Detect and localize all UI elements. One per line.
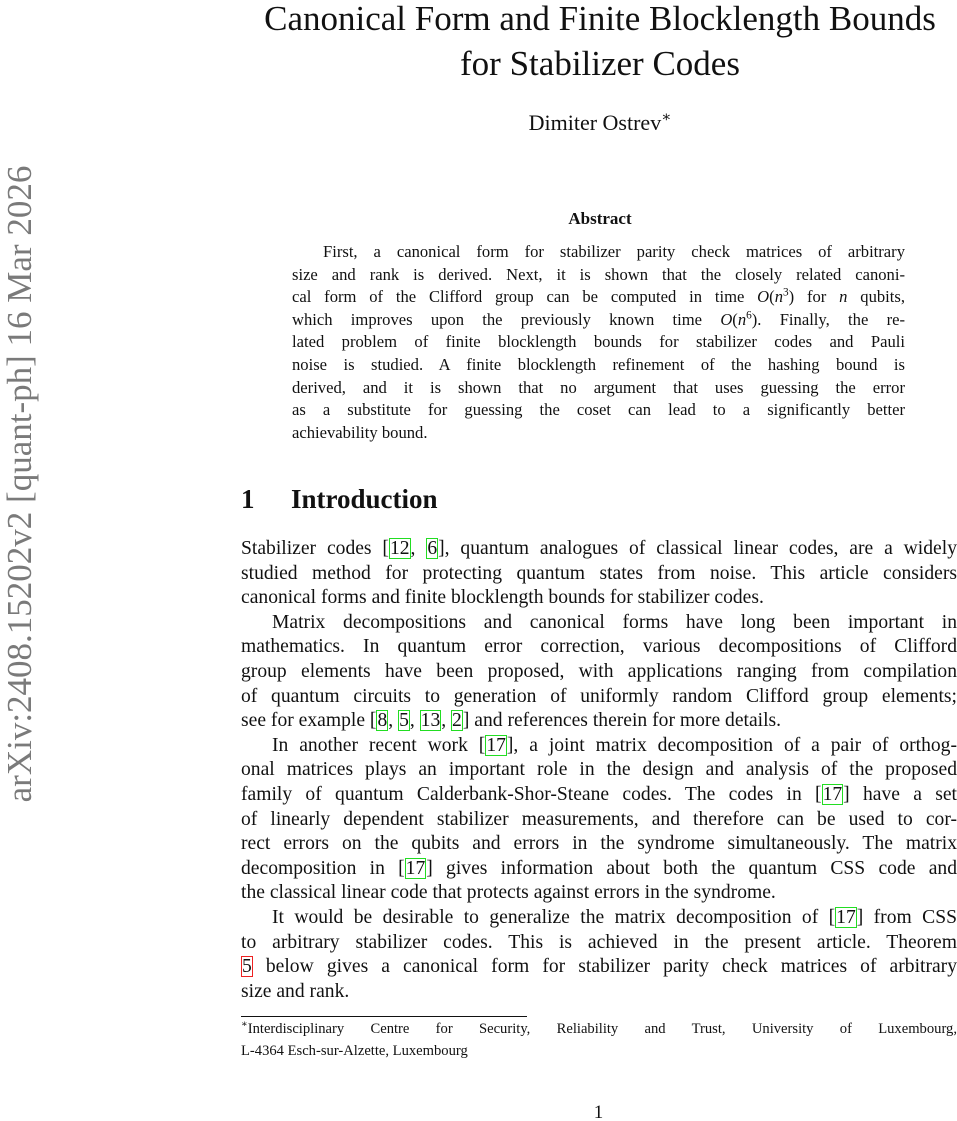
arxiv-identifier-sidebar: arXiv:2408.15202v2 [quant-ph] 16 Mar 2026: [0, 165, 39, 803]
text-run: qubits,: [847, 287, 905, 307]
text-line: [292, 354, 905, 377]
text-line: [241, 734, 957, 759]
author: [400, 110, 800, 136]
math-variable: n: [839, 287, 848, 307]
text-run: of linearly dependent stabilizer measurements, and therefore can be used to cor-: [241, 808, 957, 830]
citation-link[interactable]: 17: [822, 783, 843, 805]
text-run: ] and references therein for more details.: [462, 710, 782, 732]
text-line: [292, 377, 905, 400]
text-run: ). Finally, the re-: [751, 309, 905, 329]
text-run: ,: [409, 710, 420, 732]
text-run: Interdisciplinary Centre for Security, Reliability and Trust, University of Luxembourg,: [247, 1021, 957, 1037]
citation-link[interactable]: 17: [405, 857, 426, 879]
text-line: [292, 286, 905, 309]
author-name: Dimiter Ostrev: [528, 110, 662, 135]
theorem-reference-link[interactable]: 5: [242, 956, 252, 978]
text-run: ] have a set: [843, 783, 957, 805]
text-run: L-4364 Esch-sur-Alzette, Luxembourg: [241, 1043, 468, 1059]
text-line: [292, 331, 905, 354]
text-run: of quantum circuits to generation of uniformly random Clifford group elements;: [241, 685, 957, 707]
citation-link[interactable]: 8: [377, 710, 388, 732]
math-variable: O: [720, 309, 733, 329]
text-line: [241, 586, 957, 611]
citation-link[interactable]: 5: [399, 710, 409, 732]
text-line: [241, 808, 957, 833]
superscript: 3: [782, 286, 789, 299]
footnote-rule: [241, 1016, 527, 1017]
text-line: [241, 931, 957, 956]
introduction-body: [241, 537, 957, 1004]
text-run: ,: [410, 538, 427, 559]
superscript: 6: [746, 309, 752, 322]
text-run: It would be desirable to generalize the matrix decomposition of [: [272, 906, 836, 928]
text-line: [241, 906, 957, 931]
text-run: the classical linear code that protects against errors in the syndrome.: [241, 882, 776, 904]
citation-link[interactable]: 17: [486, 734, 506, 756]
math-variable: O: [757, 287, 770, 307]
title-line: Canonical Form and Finite Blocklength Bounds: [264, 0, 936, 38]
text-run: (: [769, 287, 775, 307]
text-run: onal matrices plays an important role in the design and analysis of the proposed: [241, 759, 957, 781]
text-run: noise is studied. A finite blocklength refinement of the hashing bound is: [292, 354, 905, 374]
text-run: group elements have been proposed, with applications ranging from compilation: [241, 660, 957, 682]
text-run: as a substitute for guessing the coset can lead to a significantly better: [292, 400, 905, 420]
text-run: size and rank.: [241, 980, 350, 1002]
text-run: to arbitrary stabilizer codes. This is achieved in the present article. Theorem: [241, 931, 957, 953]
text-line: [241, 758, 957, 783]
text-run: First, a canonical form for stabilizer parity check matrices of arbitrary: [323, 242, 905, 261]
text-run: ) for: [788, 287, 840, 307]
text-run: achievability bound.: [292, 422, 428, 442]
text-run: below gives a canonical form for stabilizer parity check matrices of arbitrary: [252, 956, 957, 978]
text-run: ], quantum analogues of classical linear codes, are a widely: [438, 538, 957, 559]
text-line: [292, 264, 905, 287]
text-line: [292, 422, 905, 445]
paper-title: [230, 0, 957, 86]
text-line: [241, 709, 957, 734]
title-line: for Stabilizer Codes: [460, 44, 740, 83]
text-run: ,: [441, 710, 452, 732]
text-run: which improves upon the previously known time: [292, 309, 721, 329]
text-run: mathematics. In quantum error correction, various decompositions of Clifford: [241, 636, 957, 658]
text-run: see for example [: [241, 710, 377, 732]
text-line: [241, 1018, 957, 1040]
text-line: [241, 537, 957, 562]
superscript: ∗: [241, 1019, 248, 1031]
text-run: rect errors on the qubits and errors in the syndrome simultaneously. The matrix: [241, 833, 957, 855]
text-run: ,: [388, 710, 399, 732]
footnote: [241, 1018, 957, 1062]
text-run: decomposition in [: [241, 857, 405, 879]
text-run: cal form of the Clifford group can be computed in time: [292, 287, 758, 307]
text-line: [241, 980, 957, 1005]
text-line: [241, 881, 957, 906]
text-run: ] from CSS: [856, 906, 957, 928]
math-variable: n: [774, 287, 783, 307]
text-line: [241, 660, 957, 685]
text-line: [241, 562, 957, 587]
text-line: [241, 857, 957, 882]
author-footnote-mark: ∗: [661, 109, 672, 126]
math-variable: n: [737, 309, 747, 329]
text-run: canonical forms and finite blocklength bounds for stabilizer codes.: [241, 587, 764, 609]
citation-link[interactable]: 12: [389, 538, 410, 559]
text-line: [241, 1040, 957, 1062]
text-line: [241, 611, 957, 636]
section-title: Introduction: [291, 484, 438, 514]
text-run: studied method for protecting quantum states from noise. This article considers: [241, 562, 957, 584]
section-heading: [241, 484, 438, 515]
text-line: [292, 241, 905, 264]
text-run: derived, and it is shown that no argument that uses guessing the error: [292, 377, 905, 397]
text-line: [241, 955, 957, 980]
citation-link[interactable]: 6: [427, 538, 438, 559]
text-run: size and rank is derived. Next, it is shown that the closely related canoni-: [292, 264, 905, 284]
citation-link[interactable]: 2: [452, 710, 462, 732]
text-run: Stabilizer codes [: [241, 538, 389, 559]
section-number: 1: [241, 484, 255, 514]
citation-link[interactable]: 17: [836, 906, 856, 928]
text-line: [241, 832, 957, 857]
text-run: (: [732, 309, 738, 329]
text-run: ], a joint matrix decomposition of a pair of orthog-: [506, 734, 957, 756]
text-run: Matrix decompositions and canonical forms have long been important in: [272, 611, 957, 633]
citation-link[interactable]: 13: [420, 710, 441, 732]
text-line: [292, 309, 905, 332]
text-line: [292, 399, 905, 422]
text-line: [241, 783, 957, 808]
text-run: family of quantum Calderbank-Shor-Steane codes. The codes in [: [241, 783, 822, 805]
text-run: lated problem of finite blocklength bounds for stabilizer codes and Pauli: [292, 332, 905, 352]
text-line: [241, 635, 957, 660]
text-run: In another recent work [: [272, 734, 486, 756]
abstract-text: [292, 241, 905, 444]
abstract-heading: Abstract: [568, 209, 632, 228]
text-run: ] gives information about both the quantum CSS code and: [426, 857, 957, 879]
text-line: [241, 685, 957, 710]
page-number: 1: [593, 1102, 604, 1121]
